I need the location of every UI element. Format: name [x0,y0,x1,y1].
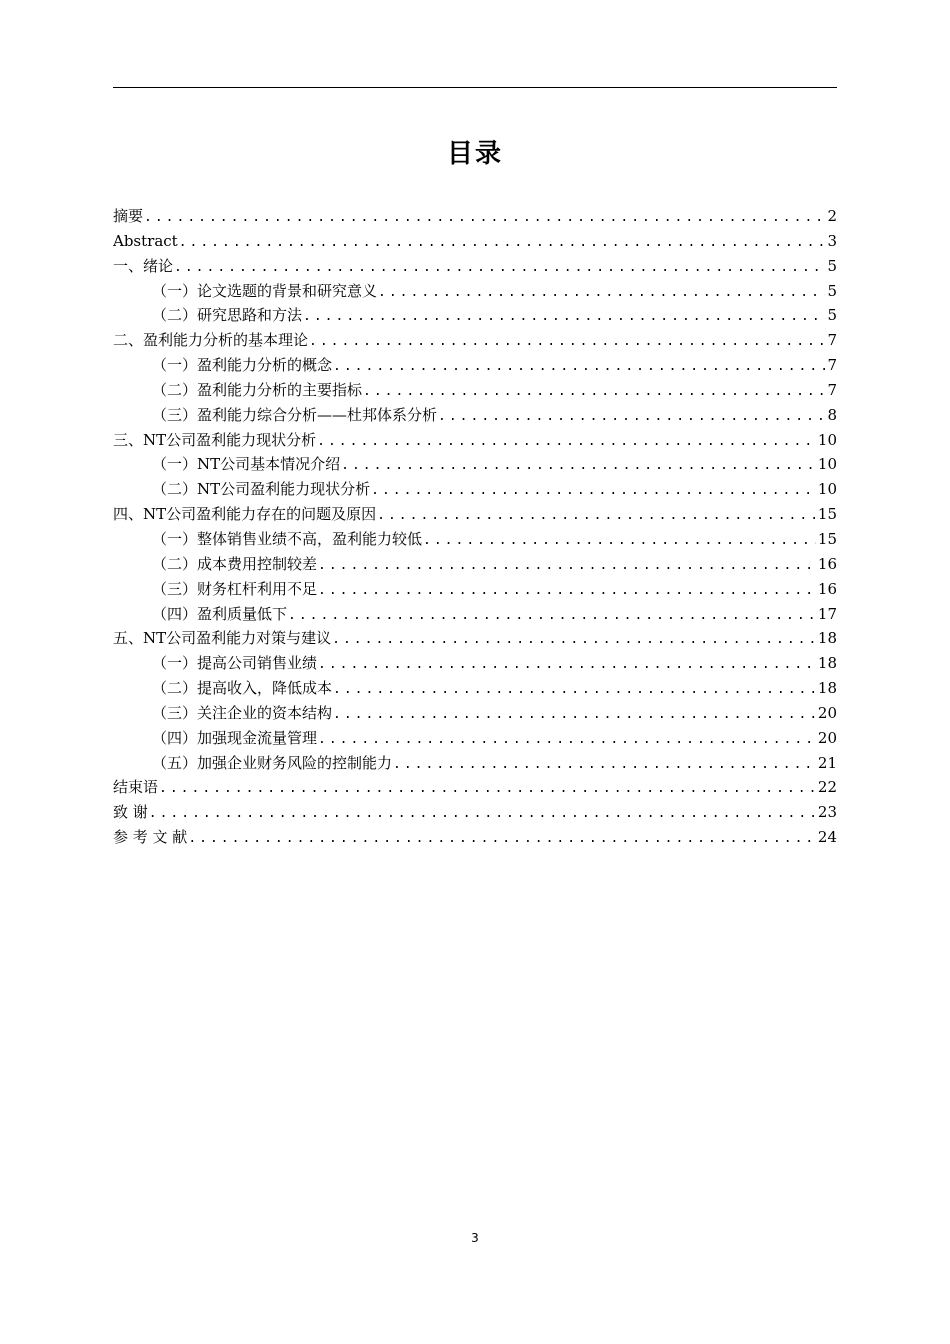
toc-dot-leader [159,777,816,800]
toc-entry-label: 三、NT公司盈利能力现状分析 [113,430,317,449]
toc-entry[interactable] [113,229,837,254]
toc-dot-leader [318,579,816,602]
toc-entry[interactable] [113,403,837,428]
toc-entry-label: 二、盈利能力分析的基本理论 [113,331,309,350]
toc-entry-page: 5 [827,306,837,325]
toc-entry[interactable] [113,825,837,850]
toc-dot-leader [378,281,825,304]
toc-entry[interactable] [113,303,837,328]
toc-entry-label: （二）研究思路和方法 [152,306,303,325]
toc-entry-label: （四）盈利质量低下 [152,604,288,623]
page-title: 目录 [446,139,503,169]
toc-entry[interactable] [113,701,837,726]
toc-entry-label: 结束语 [113,778,159,797]
toc-dot-leader [318,554,816,577]
toc-entry-label: （三）关注企业的资本结构 [152,703,333,722]
toc-entry-page: 22 [817,778,837,797]
toc-entry[interactable] [113,204,837,229]
toc-dot-leader [333,703,816,726]
toc-entry-page: 7 [827,331,837,350]
toc-entry[interactable] [113,279,837,304]
toc-entry-page: 18 [817,629,837,648]
toc-entry-page: 2 [827,207,837,225]
toc-entry[interactable] [113,353,837,378]
toc-entry-label: （二）盈利能力分析的主要指标 [152,380,363,399]
toc-entry-label: （一）NT公司基本情况介绍 [152,455,341,474]
toc-entry-page: 23 [817,803,837,822]
toc-entry-label: 参 考 文 献 [113,828,188,847]
toc-entry[interactable] [113,651,837,676]
toc-dot-leader [332,628,816,651]
toc-entry-page: 15 [817,529,837,548]
toc-entry-page: 3 [827,231,837,250]
toc-entry[interactable] [113,775,837,800]
toc-entry-label: （一）提高公司销售业绩 [152,654,318,673]
toc-entry-page: 18 [817,679,837,698]
toc-entry-page: 10 [817,480,837,499]
toc-dot-leader [288,604,816,627]
toc-dot-leader [179,231,826,254]
toc-entry-page: 18 [817,654,837,673]
toc-entry[interactable] [113,254,837,279]
toc-dot-leader [333,678,816,701]
toc-entry-page: 21 [817,753,837,772]
toc-entry-page: 7 [827,356,837,375]
toc-entry-label: （一）整体销售业绩不高，盈利能力较低 [152,529,423,548]
toc-entry-page: 20 [817,728,837,747]
toc-entry[interactable] [113,502,837,527]
toc-entry-label: 致 谢 [113,803,148,822]
toc-entry[interactable] [113,378,837,403]
toc-entry-label: （二）提高收入，降低成本 [152,679,333,698]
toc-entry-page: 16 [817,554,837,573]
toc-dot-leader [318,728,816,751]
toc-entry-page: 24 [817,828,837,847]
toc-entry-page: 8 [827,405,837,424]
toc-dot-leader [438,405,825,428]
toc-entry-label: 四、NT公司盈利能力存在的问题及原因 [113,505,377,524]
toc-entry[interactable] [113,676,837,701]
toc-dot-leader [393,753,816,776]
toc-dot-leader [188,827,816,850]
toc-dot-leader [333,355,825,378]
toc-entry[interactable] [113,552,837,577]
toc-entry-page: 16 [817,579,837,598]
toc-dot-leader [317,430,816,453]
toc-dot-leader [149,802,816,825]
toc-entry[interactable] [113,626,837,651]
toc-entry-label: 摘要 [113,207,144,225]
toc-entry[interactable] [113,726,837,751]
toc-entry[interactable] [113,751,837,776]
toc-entry-label: （二）NT公司盈利能力现状分析 [152,480,371,499]
toc-entry-page: 10 [817,430,837,449]
toc-dot-leader [309,330,825,353]
toc-entry-page: 7 [827,380,837,399]
toc-entry[interactable] [113,452,837,477]
toc-entry[interactable] [113,477,837,502]
toc-entry[interactable] [113,527,837,552]
toc-dot-leader [341,454,816,477]
toc-dot-leader [371,479,816,502]
toc-entry-page: 17 [817,604,837,623]
toc-entry[interactable] [113,602,837,627]
toc-entry-page: 5 [827,281,837,300]
toc-entry-label: （三）财务杠杆利用不足 [152,579,318,598]
toc-entry[interactable] [113,800,837,825]
toc-entry-label: 五、NT公司盈利能力对策与建议 [113,629,332,648]
toc-entry-label: （一）盈利能力分析的概念 [152,356,333,375]
toc-entry-label: （五）加强企业财务风险的控制能力 [152,753,393,772]
toc-dot-leader [174,256,825,279]
toc-entry-label: （二）成本费用控制较差 [152,554,318,573]
toc-dot-leader [303,305,825,328]
toc-dot-leader [144,206,825,229]
toc-entry-label: Abstract [113,231,178,250]
table-of-contents [113,204,837,850]
toc-dot-leader [423,529,816,552]
toc-entry[interactable] [113,577,837,602]
toc-entry[interactable] [113,328,837,353]
toc-entry-page: 5 [827,256,837,275]
toc-entry-label: （三）盈利能力综合分析——杜邦体系分析 [152,405,438,424]
toc-dot-leader [363,380,825,403]
toc-entry-page: 15 [817,505,837,524]
toc-entry-label: （一）论文选题的背景和研究意义 [152,281,378,300]
toc-entry[interactable] [113,428,837,453]
page-number: 3 [471,1231,479,1245]
header-rule [113,87,837,88]
toc-entry-label: 一、绪论 [113,256,174,275]
toc-entry-label: （四）加强现金流量管理 [152,728,318,747]
toc-dot-leader [377,504,816,527]
toc-dot-leader [318,653,816,676]
toc-entry-page: 20 [817,703,837,722]
toc-entry-page: 10 [817,455,837,474]
